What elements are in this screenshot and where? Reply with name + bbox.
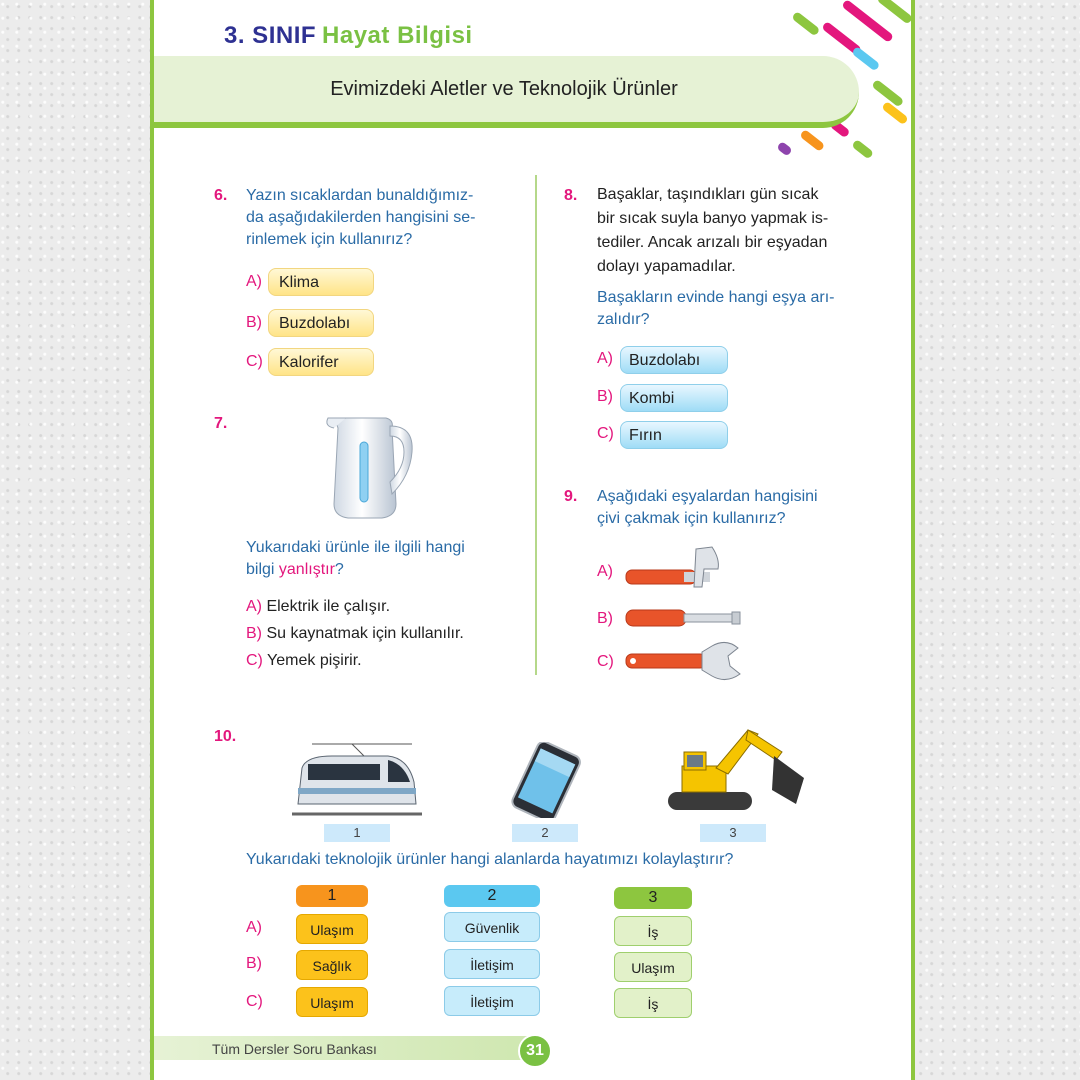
q10-b-col2[interactable]: İletişim — [444, 949, 540, 979]
q6-option-a-letter: A) — [246, 273, 262, 290]
q9-option-a-letter: A) — [597, 563, 613, 580]
q6-option-a[interactable]: Klima — [268, 268, 374, 296]
page-header — [224, 22, 473, 50]
footer-text: Tüm Dersler Soru Bankası — [212, 1041, 377, 1057]
q9-option-c-letter: C) — [597, 653, 614, 670]
page-title: Evimizdeki Aletler ve Teknolojik Ürünler — [330, 78, 678, 100]
q6-option-c-letter: C) — [246, 353, 263, 370]
tram-icon — [292, 738, 422, 820]
q10-c-col1[interactable]: Ulaşım — [296, 987, 368, 1017]
smartphone-icon — [504, 742, 590, 818]
column-divider — [535, 175, 537, 675]
q7-option-c-text: Yemek pişirir. — [267, 652, 362, 669]
q8-body-line: dolayı yapamadılar. — [597, 258, 736, 275]
q10-c-col3[interactable]: İş — [614, 988, 692, 1018]
wrench-icon[interactable] — [624, 636, 744, 686]
q10-row-b-letter: B) — [246, 955, 262, 972]
q8-body-line: tediler. Ancak arızalı bir eşyadan — [597, 234, 828, 251]
q8-body-line: Başaklar, taşındıkları gün sıcak — [597, 186, 819, 203]
q8-question-line: Başakların evinde hangi eşya arı- — [597, 289, 835, 306]
kettle-icon — [324, 412, 416, 522]
q7-option-c[interactable] — [246, 649, 362, 673]
q9-line: Aşağıdaki eşyalardan hangisini — [597, 488, 818, 505]
q6-line: da aşağıdakilerden hangisini se- — [246, 209, 476, 226]
image-tag-2: 2 — [512, 824, 578, 842]
q7-option-b[interactable] — [246, 622, 464, 646]
q7-option-a-letter: A) — [246, 598, 262, 615]
q7-option-a[interactable] — [246, 595, 390, 619]
subject-label: Hayat Bilgisi — [322, 22, 473, 49]
q6-text — [246, 185, 516, 251]
q6-line: Yazın sıcaklardan bunaldığımız- — [246, 187, 474, 204]
q8-number: 8. — [564, 187, 578, 204]
q10-a-col1[interactable]: Ulaşım — [296, 914, 368, 944]
q8-option-b[interactable]: Kombi — [620, 384, 728, 412]
q10-b-col3[interactable]: Ulaşım — [614, 952, 692, 982]
q8-body — [597, 183, 887, 279]
q8-option-c-letter: C) — [597, 425, 614, 442]
excavator-icon — [662, 722, 812, 818]
q6-option-b[interactable]: Buzdolabı — [268, 309, 374, 337]
q10-row-a-letter: A) — [246, 919, 262, 936]
q10-b-col1[interactable]: Sağlık — [296, 950, 368, 980]
q8-question — [597, 287, 887, 331]
q7-text — [246, 537, 526, 581]
q10-a-col2[interactable]: Güvenlik — [444, 912, 540, 942]
q8-body-line: bir sıcak suyla banyo yapmak is- — [597, 210, 829, 227]
workbook-page — [150, 0, 915, 1080]
q6-number: 6. — [214, 187, 228, 204]
q10-question: Yukarıdaki teknolojik ürünler hangi alanlarda hayatımızı kolaylaştırır? — [246, 851, 734, 868]
column-header-1: 1 — [296, 885, 368, 907]
q9-option-b-letter: B) — [597, 610, 613, 627]
q10-row-c-letter: C) — [246, 993, 263, 1010]
q6-option-b-letter: B) — [246, 314, 262, 331]
q8-option-a-letter: A) — [597, 350, 613, 367]
q7-option-a-text: Elektrik ile çalışır. — [266, 598, 391, 615]
q7-highlight: yanlıştır — [278, 561, 335, 578]
q8-option-b-letter: B) — [597, 388, 613, 405]
q8-option-c[interactable]: Fırın — [620, 421, 728, 449]
image-tag-3: 3 — [700, 824, 766, 842]
q10-c-col2[interactable]: İletişim — [444, 986, 540, 1016]
q7-option-b-letter: B) — [246, 625, 262, 642]
q7-option-b-text: Su kaynatmak için kullanılır. — [266, 625, 464, 642]
screwdriver-icon[interactable] — [624, 603, 744, 633]
q9-text — [597, 486, 887, 530]
column-header-3: 3 — [614, 887, 692, 909]
q7-line-suffix: ? — [334, 561, 344, 578]
q7-option-c-letter: C) — [246, 652, 263, 669]
image-tag-1: 1 — [324, 824, 390, 842]
q7-line: Yukarıdaki ürünle ile ilgili hangi — [246, 539, 465, 556]
hammer-icon[interactable] — [624, 545, 724, 595]
q8-option-a[interactable]: Buzdolabı — [620, 346, 728, 374]
q10-number: 10. — [214, 728, 237, 745]
q9-number: 9. — [564, 488, 578, 505]
q8-question-line: zalıdır? — [597, 311, 650, 328]
grade-label: 3. SINIF — [224, 22, 317, 49]
q9-line: çivi çakmak için kullanırız? — [597, 510, 786, 527]
q7-number: 7. — [214, 415, 228, 432]
q6-option-c[interactable]: Kalorifer — [268, 348, 374, 376]
q10-a-col3[interactable]: İş — [614, 916, 692, 946]
q7-line-prefix: bilgi — [246, 561, 279, 578]
q7-line — [246, 559, 526, 581]
q6-line: rinlemek için kullanırız? — [246, 231, 413, 248]
page-number: 31 — [518, 1034, 552, 1068]
column-header-2: 2 — [444, 885, 540, 907]
